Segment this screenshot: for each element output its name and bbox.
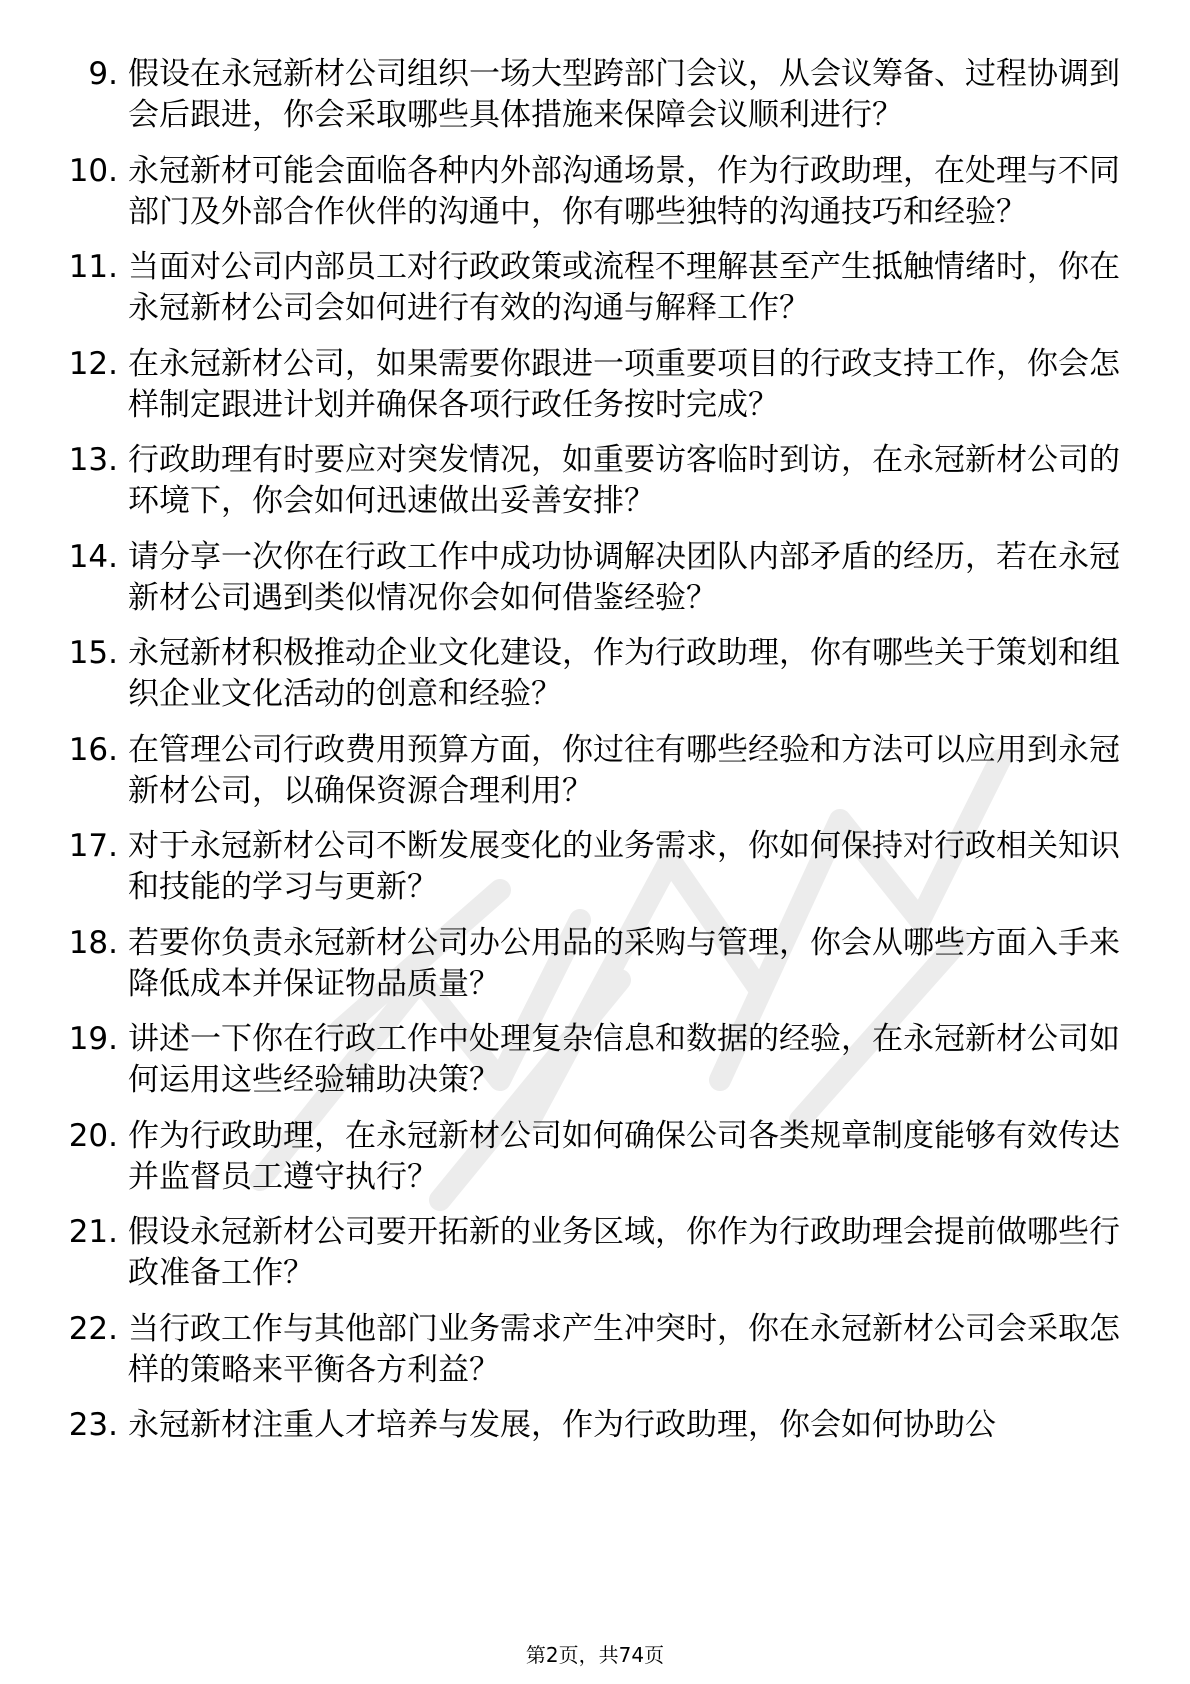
question-item bbox=[54, 1116, 1124, 1198]
question-number: 19. bbox=[68, 1021, 118, 1057]
question-item bbox=[54, 440, 1124, 522]
question-item bbox=[54, 1309, 1124, 1391]
question-item bbox=[54, 1019, 1124, 1101]
question-item bbox=[54, 923, 1124, 1005]
question-text: 讲述一下你在行政工作中处理复杂信息和数据的经验，在永冠新材公司如何运用这些经验辅助决策？ bbox=[128, 1021, 1120, 1098]
question-number: 10. bbox=[68, 152, 118, 189]
question-item bbox=[54, 633, 1124, 715]
question-item bbox=[54, 247, 1124, 329]
question-text: 当行政工作与其他部门业务需求产生冲突时，你在永冠新材公司会采取怎样的策略来平衡各方利益？ bbox=[128, 1310, 1120, 1388]
question-item bbox=[54, 344, 1124, 426]
question-text: 在永冠新材公司，如果需要你跟进一项重要项目的行政支持工作，你会怎样制定跟进计划并确保各项行政任务按时完成？ bbox=[128, 345, 1120, 423]
question-text: 对于永冠新材公司不断发展变化的业务需求，你如何保持对行政相关知识和技能的学习与更新？ bbox=[128, 828, 1120, 905]
question-text: 永冠新材积极推动企业文化建设，作为行政助理，你有哪些关于策划和组织企业文化活动的创意和经验？ bbox=[128, 635, 1120, 712]
question-text: 作为行政助理，在永冠新材公司如何确保公司各类规章制度能够有效传达并监督员工遵守执行？ bbox=[128, 1117, 1120, 1195]
question-number: 23. bbox=[68, 1407, 118, 1443]
question-number: 15. bbox=[68, 635, 118, 671]
question-text: 当面对公司内部员工对行政政策或流程不理解甚至产生抵触情绪时，你在永冠新材公司会如何进行有效的沟通与解释工作？ bbox=[128, 249, 1120, 326]
question-text: 永冠新材可能会面临各种内外部沟通场景，作为行政助理，在处理与不同部门及外部合作伙伴的沟通中，你有哪些独特的沟通技巧和经验？ bbox=[128, 152, 1120, 230]
page-number-label: 第2页，共74页 bbox=[525, 1643, 665, 1667]
question-number: 11. bbox=[68, 249, 118, 285]
question-text: 行政助理有时要应对突发情况，如重要访客临时到访，在永冠新材公司的环境下，你会如何迅速做出妥善安排？ bbox=[128, 442, 1120, 519]
question-item bbox=[54, 730, 1124, 812]
question-number: 14. bbox=[68, 538, 118, 575]
question-text: 永冠新材注重人才培养与发展，作为行政助理，你会如何协助公 bbox=[128, 1407, 996, 1443]
question-number: 17. bbox=[68, 828, 118, 864]
question-number: 21. bbox=[68, 1214, 118, 1250]
question-text: 在管理公司行政费用预算方面，你过往有哪些经验和方法可以应用到永冠新材公司，以确保资源合理利用？ bbox=[128, 731, 1120, 809]
page-footer bbox=[0, 1643, 1190, 1667]
question-number: 16. bbox=[68, 731, 118, 768]
question-number: 12. bbox=[68, 345, 118, 382]
question-text: 假设永冠新材公司要开拓新的业务区域，你作为行政助理会提前做哪些行政准备工作？ bbox=[128, 1214, 1120, 1291]
question-number: 18. bbox=[68, 924, 118, 961]
question-text: 假设在永冠新材公司组织一场大型跨部门会议，从会议筹备、过程协调到会后跟进，你会采取哪些具体措施来保障会议顺利进行？ bbox=[128, 56, 1120, 133]
question-text: 若要你负责永冠新材公司办公用品的采购与管理，你会从哪些方面入手来降低成本并保证物品质量？ bbox=[128, 924, 1120, 1002]
question-item bbox=[54, 1405, 1124, 1446]
question-number: 9. bbox=[88, 56, 118, 92]
question-number: 20. bbox=[68, 1117, 118, 1154]
question-number: 13. bbox=[68, 442, 118, 478]
interview-question-list bbox=[54, 54, 1124, 1461]
question-item bbox=[54, 54, 1124, 136]
question-item bbox=[54, 151, 1124, 233]
question-number: 22. bbox=[68, 1310, 118, 1347]
question-item bbox=[54, 826, 1124, 908]
question-item bbox=[54, 1212, 1124, 1294]
question-text: 请分享一次你在行政工作中成功协调解决团队内部矛盾的经历，若在永冠新材公司遇到类似情况你会如何借鉴经验？ bbox=[128, 538, 1120, 616]
question-item bbox=[54, 537, 1124, 619]
